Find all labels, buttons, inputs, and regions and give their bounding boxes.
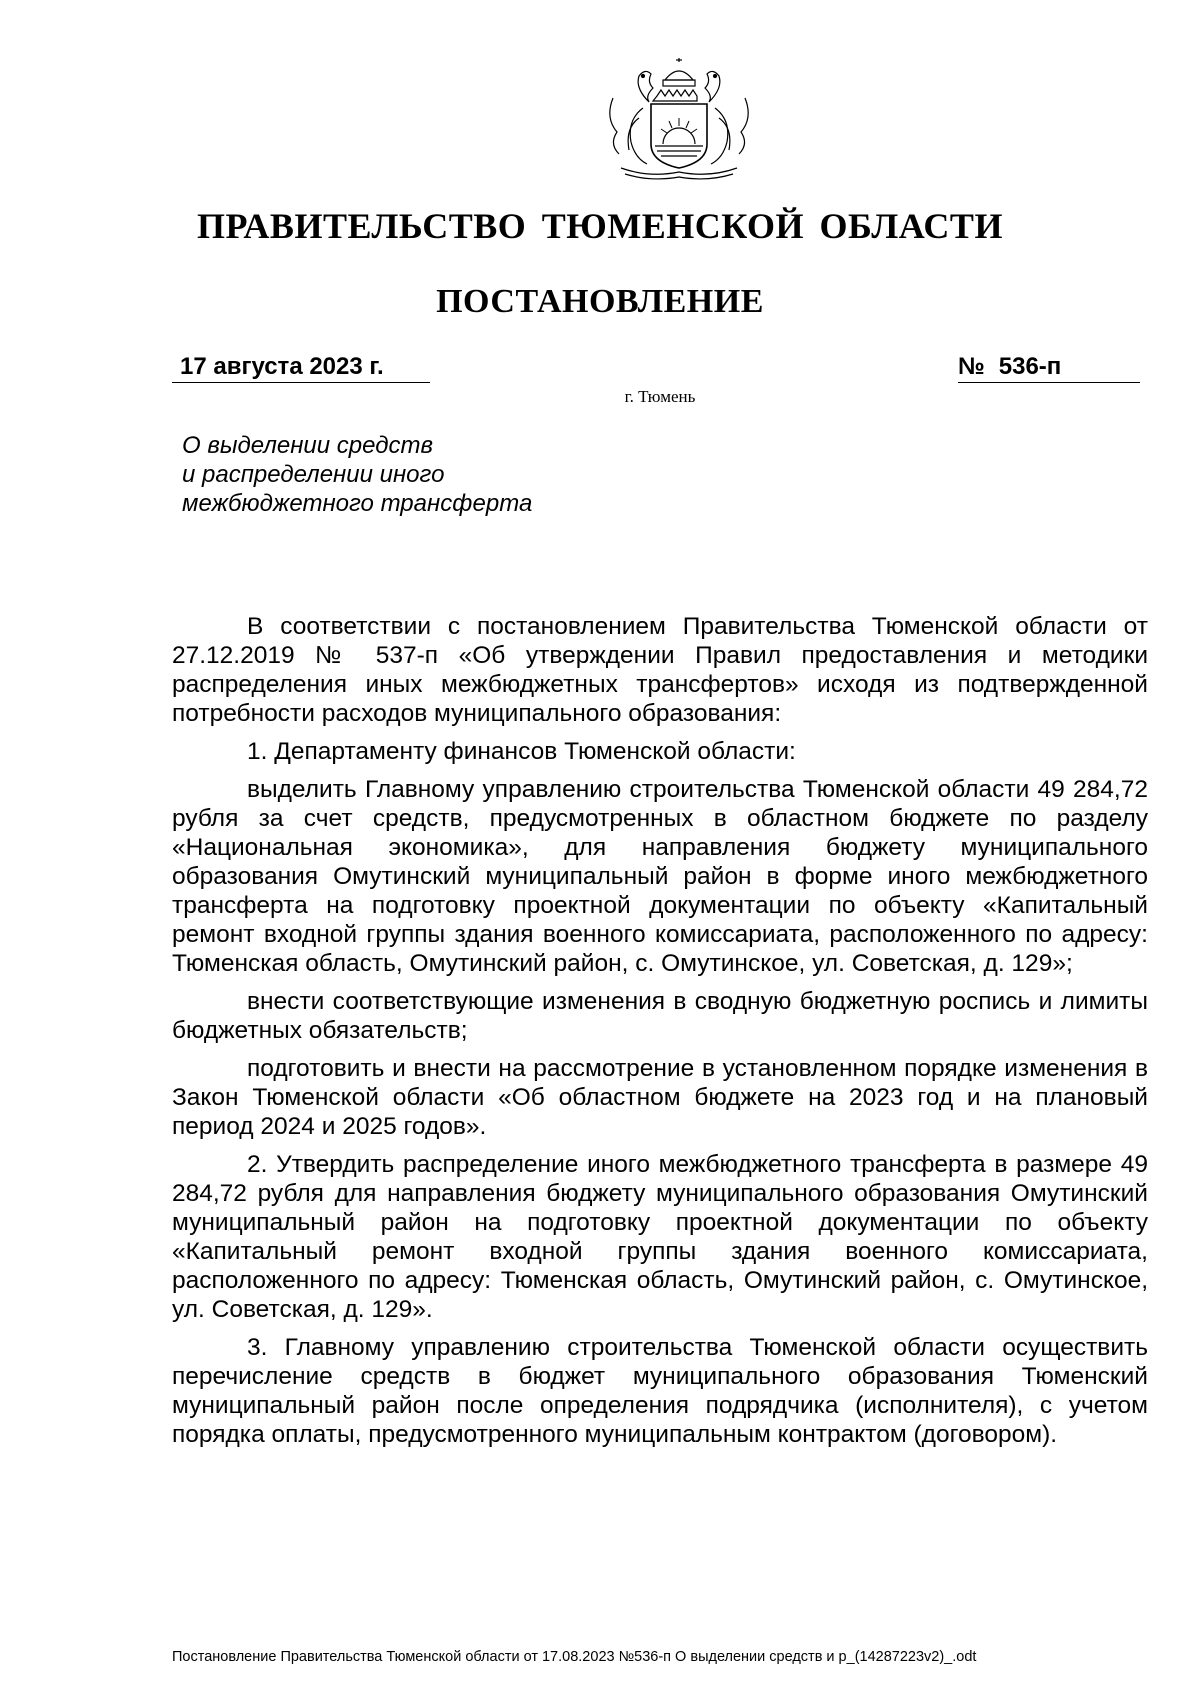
body-paragraph-item-2: 2. Утвердить распределение иного межбюджетного трансферта в размере 49 284,72 рубля для направления бюджету муниципального образования Омутинский муниципальный район на подготовку проектной документации по объекту «Капитальный ремонт входной группы здания военного комиссариата, расположенного по адресу: Тюменская область, Омутинский район, с. Омутинское, ул. Советская, д. 129».	[172, 1151, 1148, 1323]
body-paragraph-preamble: В соответствии с постановлением Правительства Тюменской области от 27.12.2019 № 537-п «Об утверждении Правил предоставления и методики распределения иных межбюджетных трансфертов» исходя из подтвержденной потребности расходов муниципального образования:	[172, 613, 1148, 727]
organization-title: ПРАВИТЕЛЬСТВО ТЮМЕНСКОЙ ОБЛАСТИ	[197, 206, 1003, 246]
subject-line: и распределении иного	[182, 461, 445, 488]
footer-filename: Постановление Правительства Тюменской области от 17.08.2023 №536-п О выделении средств и р_(14287223v2)_.odt	[172, 1649, 977, 1665]
subject-line: межбюджетного трансферта	[182, 490, 533, 517]
document-type: ПОСТАНОВЛЕНИЕ	[436, 283, 764, 320]
body-paragraph-item-1: 1. Департаменту финансов Тюменской области:	[247, 738, 796, 765]
body-paragraph-law-changes: подготовить и внести на рассмотрение в установленном порядке изменения в Закон Тюменской области «Об областном бюджете на 2023 год и на плановый период 2024 и 2025 годов».	[172, 1055, 1148, 1140]
subject-line: О выделении средств	[182, 432, 434, 459]
coat-of-arms-icon	[599, 58, 759, 183]
city: г. Тюмень	[624, 387, 696, 406]
body-paragraph-item-3: 3. Главному управлению строительства Тюменской области осуществить перечисление средств в бюджет муниципального образования Тюменский муниципальный район после определения подрядчика (исполнителя), с учетом порядка оплаты, предусмотренного муниципальным контрактом (договором).	[172, 1334, 1148, 1448]
document-number-line	[958, 352, 1140, 383]
document-subject	[182, 431, 602, 518]
document-date: 17 августа 2023 г.	[172, 352, 430, 383]
body-paragraph-allocate: выделить Главному управлению строительства Тюменской области 49 284,72 рубля за счет средств, предусмотренных в областном бюджете по разделу «Национальная экономика», для направления бюджету муниципального образования Омутинский муниципальный район в форме иного межбюджетного трансферта на подготовку проектной документации по объекту «Капитальный ремонт входной группы здания военного комиссариата, расположенного по адресу: Тюменская область, Омутинский район, с. Омутинское, ул. Советская, д. 129»;	[172, 776, 1148, 977]
body-paragraph-budget-changes: внести соответствующие изменения в сводную бюджетную роспись и лимиты бюджетных обязательств;	[172, 988, 1148, 1044]
document-body	[172, 612, 1148, 1458]
document-number: 536-п	[998, 353, 1062, 380]
number-sign: №	[958, 353, 985, 380]
